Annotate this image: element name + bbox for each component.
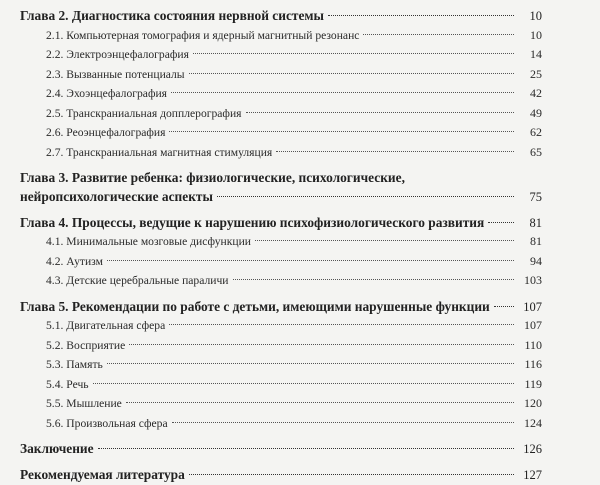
toc-page-number: 14 — [518, 45, 542, 65]
toc-item-4-1[interactable] — [20, 232, 542, 252]
dot-leader — [93, 383, 514, 384]
dot-leader — [126, 402, 514, 403]
toc-item-title: 2.3. Вызванные потенциалы — [46, 65, 185, 85]
dot-leader — [107, 260, 514, 261]
dot-leader — [276, 151, 514, 152]
toc-item-4-2[interactable] — [20, 252, 542, 272]
toc-page-number: 81 — [518, 214, 542, 234]
toc-page-number: 120 — [518, 394, 542, 414]
toc-item-title: 4.1. Минимальные мозговые дисфункции — [46, 232, 251, 252]
toc-item-5-5[interactable] — [20, 394, 542, 414]
dot-leader — [255, 240, 514, 241]
dot-leader — [129, 344, 514, 345]
toc-item-title: 5.2. Восприятие — [46, 336, 125, 356]
toc-chapter-3-line2 — [20, 187, 542, 207]
toc-page-number: 49 — [518, 104, 542, 124]
dot-leader — [246, 112, 515, 113]
dot-leader — [328, 15, 514, 16]
toc-chapter-5[interactable] — [20, 297, 542, 317]
toc-chapter-title: Рекомендуемая литература — [20, 465, 185, 485]
toc-page-number: 126 — [518, 440, 542, 460]
toc-chapter-title-line1: Глава 3. Развитие ребенка: физиологические, психологические, — [20, 168, 542, 187]
toc-page-number: 110 — [518, 336, 542, 356]
dot-leader — [233, 279, 515, 280]
toc-page-number: 124 — [518, 414, 542, 434]
toc-chapter-title: Глава 2. Диагностика состояния нервной системы — [20, 6, 324, 26]
toc-item-title: 2.1. Компьютерная томография и ядерный магнитный резонанс — [46, 26, 359, 46]
toc-chapter-title: Глава 5. Рекомендации по работе с детьми, имеющими нарушенные функции — [20, 297, 490, 317]
toc-item-2-6[interactable] — [20, 123, 542, 143]
toc-item-5-6[interactable] — [20, 414, 542, 434]
toc-item-2-3[interactable] — [20, 65, 542, 85]
toc-item-5-2[interactable] — [20, 336, 542, 356]
dot-leader — [363, 34, 514, 35]
dot-leader — [169, 131, 514, 132]
dot-leader — [171, 92, 514, 93]
dot-leader — [107, 363, 514, 364]
toc-page-number: 116 — [518, 355, 542, 375]
dot-leader — [488, 222, 514, 223]
dot-leader — [172, 422, 514, 423]
dot-leader — [189, 73, 514, 74]
toc-page-number: 127 — [518, 466, 542, 485]
dot-leader — [494, 306, 514, 307]
toc-page-number: 62 — [518, 123, 542, 143]
toc-page-number: 42 — [518, 84, 542, 104]
dot-leader — [98, 448, 514, 449]
dot-leader — [189, 474, 514, 475]
toc-page-number: 107 — [518, 316, 542, 336]
toc-conclusion[interactable] — [20, 439, 542, 459]
toc-page-number: 10 — [518, 7, 542, 27]
dot-leader — [217, 196, 514, 197]
toc-item-title: 5.3. Память — [46, 355, 103, 375]
toc-item-5-1[interactable] — [20, 316, 542, 336]
toc-page-number: 10 — [518, 26, 542, 46]
toc-page-number: 103 — [518, 271, 542, 291]
toc-chapter-title-line2: нейропсихологические аспекты — [20, 187, 213, 207]
toc-item-4-3[interactable] — [20, 271, 542, 291]
toc-item-5-3[interactable] — [20, 355, 542, 375]
toc-chapter-4[interactable] — [20, 213, 542, 233]
toc-item-2-4[interactable] — [20, 84, 542, 104]
toc-page-number: 107 — [518, 298, 542, 318]
toc-item-title: 2.5. Транскраниальная допплерография — [46, 104, 242, 124]
toc-page-number: 119 — [518, 375, 542, 395]
toc-item-title: 5.1. Двигательная сфера — [46, 316, 165, 336]
toc-item-title: 4.2. Аутизм — [46, 252, 103, 272]
toc-item-2-7[interactable] — [20, 143, 542, 163]
toc-chapter-title: Глава 4. Процессы, ведущие к нарушению психофизиологического развития — [20, 213, 484, 233]
toc-item-title: 5.6. Произвольная сфера — [46, 414, 168, 434]
toc-literature[interactable] — [20, 465, 542, 485]
toc-item-title: 5.4. Речь — [46, 375, 89, 395]
toc-item-title: 2.7. Транскраниальная магнитная стимуляция — [46, 143, 272, 163]
toc-item-2-2[interactable] — [20, 45, 542, 65]
toc-page-number: 65 — [518, 143, 542, 163]
toc-item-title: 4.3. Детские церебральные параличи — [46, 271, 229, 291]
toc-item-title: 5.5. Мышление — [46, 394, 122, 414]
toc-chapter-title: Заключение — [20, 439, 94, 459]
toc-page-number: 25 — [518, 65, 542, 85]
toc-item-title: 2.4. Эхоэнцефалография — [46, 84, 167, 104]
toc-item-title: 2.2. Электроэнцефалография — [46, 45, 189, 65]
dot-leader — [193, 53, 514, 54]
toc-item-title: 2.6. Реоэнцефалография — [46, 123, 165, 143]
toc-item-2-1[interactable] — [20, 26, 542, 46]
dot-leader — [169, 324, 514, 325]
toc-item-5-4[interactable] — [20, 375, 542, 395]
toc-chapter-2[interactable] — [20, 6, 542, 26]
toc-page-number: 94 — [518, 252, 542, 272]
toc-item-2-5[interactable] — [20, 104, 542, 124]
toc-page-number: 75 — [518, 188, 542, 208]
toc-chapter-3[interactable] — [20, 168, 542, 207]
toc-page-number: 81 — [518, 232, 542, 252]
